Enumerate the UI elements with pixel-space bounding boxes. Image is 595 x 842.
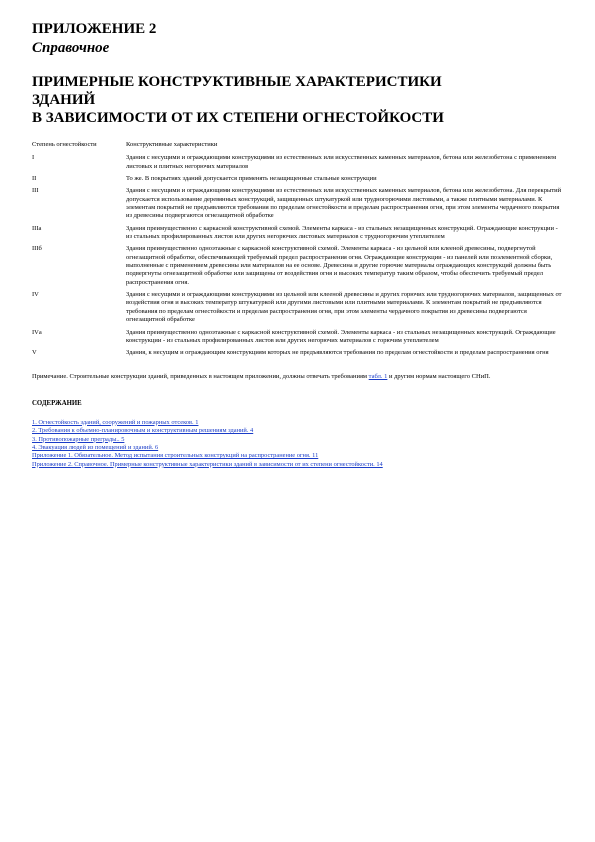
characteristics-cell: Здания с несущими и ограждающими конструкциями из естественных или искусственных каменных материалов, бетона или железобетона с применением листовых и плитных негорючих материалов [126, 154, 557, 170]
characteristics-cell: То же. В покрытиях зданий допускается применять незащищенные стальные конструкции [126, 175, 377, 183]
toc-link-appendix-2[interactable]: Приложение 2. Справочное. Примерные конструктивные характеристики зданий в зависимости от их степени огнестойкости. 14 [32, 460, 383, 468]
column-header-degree: Степень огнестойкости [32, 141, 97, 148]
appendix-kind: Справочное [32, 40, 110, 56]
table-header-row [32, 141, 562, 154]
table-row [32, 175, 562, 187]
appendix-number: ПРИЛОЖЕНИЕ 2 [32, 21, 157, 37]
characteristics-cell: Здания преимущественно с каркасной конструктивной схемой. Элементы каркаса - из стальных незащищенных конструкций. Ограждающие конструкции - из стальных профилированных листов или других негорючих листовых материалов с трудногорючим утеплителем [126, 224, 558, 241]
table-row [32, 245, 562, 291]
table-of-contents [32, 419, 562, 469]
table-row [32, 187, 562, 224]
table-row [32, 225, 562, 246]
degree-cell: IVа [32, 328, 42, 336]
column-header-characteristics: Конструктивные характеристики [126, 141, 218, 148]
degree-cell: I [32, 154, 35, 162]
toc-link-section-4[interactable]: 4. Эвакуация людей из помещений и зданий. 6 [32, 443, 159, 451]
degree-cell: IIIб [32, 245, 42, 253]
degree-cell: V [32, 349, 37, 357]
document-page [32, 20, 562, 469]
toc-link-section-3[interactable]: 3. Противопожарные преграды.. 5 [32, 435, 125, 443]
characteristics-cell: Здания преимущественно одноэтажные с каркасной конструктивной схемой. Элементы каркаса - из цельной или клееной древесины, подвергнутой огнезащитной обработке, обеспечивающей требуемый предел распространения огня. Ограждающие конструкции - из панелей или поэлементной сборки, выполненные с применением древесины или материалов на ее основе. Древесина и другие горючие материалы ограждающих конструкций должны быть подвергнуты огнезащитной обработке или защищены от воздействия огня и высоких температур таким образом, чтобы обеспечить требуемый предел распространения огня. [126, 245, 553, 286]
table-row [32, 154, 562, 175]
degree-cell: II [32, 175, 37, 183]
toc-link-section-2[interactable]: 2. Требования к объемно-планировочным и конструктивным решениям зданий. 4 [32, 427, 254, 435]
document-title: ПРИМЕРНЫЕ КОНСТРУКТИВНЫЕ ХАРАКТЕРИСТИКИ ЗДАНИЙ В ЗАВИСИМОСТИ ОТ ИХ СТЕПЕНИ ОГНЕСТОЙКОСТИ [32, 74, 444, 126]
table-row [32, 349, 562, 361]
characteristics-cell: Здания преимущественно одноэтажные с каркасной конструктивной схемой. Элементы каркаса - из стальных незащищенных конструкций. Ограждающие конструкции - из стальных профилированных листов или других негорючих материалов с горючим утеплителем [126, 328, 556, 344]
characteristics-cell: Здания с несущими и ограждающими конструкциями из естественных или искусственных каменных материалов, бетона или железобетона. Для перекрытий допускается использование деревянных конструкций, защищенных штукатуркой или трудногорючими листовыми, а также плитными материалами. К элементам покрытий не предъявляются требования по пределам огнестойкости и пределам распространения огня, при этом элементы чердачного покрытия из древесины подвергаются огнезащитной обработке [126, 187, 562, 220]
characteristics-cell: Здания с несущими и ограждающими конструкциями из цельной или клееной древесины и других горючих или трудногорючих материалов, защищенных от воздействия огня и высоких температур штукатуркой или другими листовыми или плитными материалами. К элементам покрытий не предъявляются требования по пределам огнестойкости и пределам распространения огня, при этом элементы чердачного покрытия из древесины подвергаются огнезащитной обработке [126, 291, 562, 324]
table-note [32, 373, 552, 381]
table-1-link[interactable]: табл. 1 [368, 373, 388, 381]
note-text-end: и другим нормам настоящего СНиП. [387, 373, 491, 381]
table-row [32, 329, 562, 350]
table-row [32, 291, 562, 328]
degree-cell: III [32, 187, 39, 195]
degree-cell: IV [32, 291, 39, 299]
degree-cell: IIIа [32, 224, 42, 232]
toc-title: СОДЕРЖАНИЕ [32, 399, 82, 407]
note-text: Примечание. Строительные конструкции зданий, приведенных в настоящем приложении, должны отвечать требованиям [32, 373, 369, 381]
toc-link-section-1[interactable]: 1. Огнестойкость зданий, сооружений и пожарных отсеков. 1 [32, 418, 199, 426]
toc-link-appendix-1[interactable]: Приложение 1. Обязательное. Метод испытания строительных конструкций на распространение огня. 11 [32, 452, 319, 460]
characteristics-table [32, 141, 562, 361]
characteristics-cell: Здания, к несущим и ограждающим конструкциям которых не предъявляются требования по пределам огнестойкости и пределам распространения огня [126, 349, 549, 357]
